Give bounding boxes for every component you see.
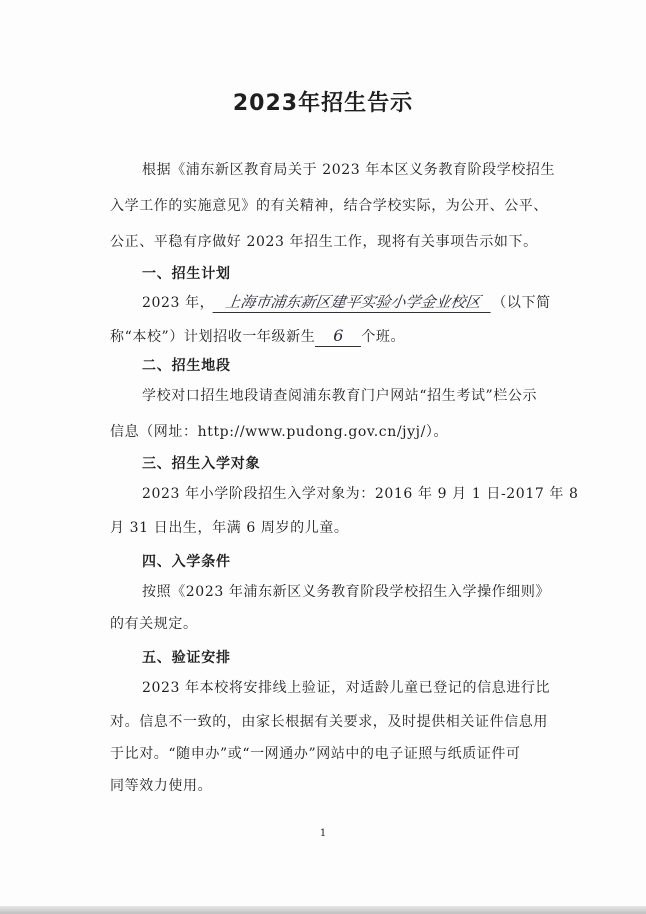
enrollment-target-line-1: 2023 年小学阶段招生入学对象为：2016 年 9 月 1 日-2017 年 8 — [142, 486, 579, 502]
intro-line-2: 入学工作的实施意见》的有关精神，结合学校实际，为公开、公平、 — [110, 198, 548, 214]
section-heading-enrollment-area: 二、招生地段 — [142, 358, 231, 374]
enrollment-area-line-1: 学校对口招生地段请查阅浦东教育门户网站“招生考试”栏公示 — [142, 388, 538, 404]
enrollment-plan-text: 称“本校”）计划招收一年级新生 — [110, 329, 316, 345]
verification-line-1: 2023 年本校将安排线上验证，对适龄儿童已登记的信息进行比 — [142, 680, 551, 696]
admission-conditions-line-1: 按照《2023 年浦东新区义务教育阶段学校招生入学操作细则》 — [142, 584, 551, 600]
verification-line-4: 同等效力使用。 — [110, 778, 213, 794]
enrollment-target-line-2: 月 31 日出生，年满 6 周岁的儿童。 — [110, 520, 349, 536]
section-heading-enrollment-plan: 一、招生计划 — [142, 266, 231, 282]
section-heading-verification: 五、验证安排 — [142, 650, 231, 666]
page-title: 2023年招生告示 — [232, 91, 414, 116]
admission-conditions-line-2: 的有关规定。 — [110, 616, 198, 632]
handwritten-class-count: 6 — [315, 326, 361, 347]
intro-line-3: 公正、平稳有序做好 2023 年招生工作，现将有关事项告示如下。 — [110, 234, 538, 250]
enrollment-plan-suffix: （以下简 — [492, 295, 551, 311]
enrollment-area-line-2: 信息（网址：http://www.pudong.gov.cn/jyj/）。 — [110, 424, 449, 440]
enrollment-year-text: 2023 年， — [142, 295, 215, 311]
verification-line-3: 于比对。“随申办”或“一网通办”网站中的电子证照与纸质证件可 — [110, 746, 521, 762]
enrollment-plan-line-1 — [142, 292, 551, 313]
enrollment-plan-line-2 — [110, 326, 540, 347]
verification-line-2: 对。信息不一致的，由家长根据有关要求，及时提供相关证件信息用 — [110, 714, 548, 730]
section-heading-enrollment-target: 三、招生入学对象 — [142, 456, 261, 472]
handwritten-school-name: 上海市浦东新区建平实验小学金业校区 — [213, 292, 494, 313]
section-heading-admission-conditions: 四、入学条件 — [142, 554, 231, 570]
scan-bottom-edge — [0, 906, 646, 914]
class-unit-text: 个班。 — [361, 329, 406, 345]
page-number: 1 — [319, 828, 327, 839]
intro-line-1: 根据《浦东新区教育局关于 2023 年本区义务教育阶段学校招生 — [142, 162, 556, 178]
